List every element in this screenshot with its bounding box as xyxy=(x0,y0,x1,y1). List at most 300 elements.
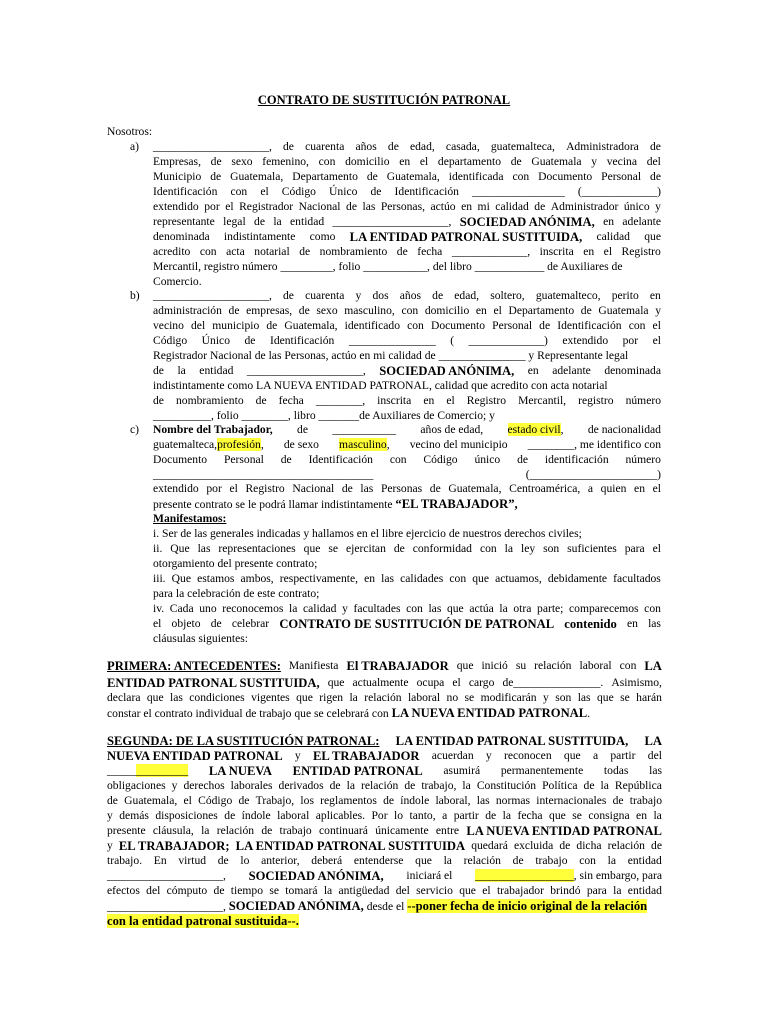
text-word: Administradora xyxy=(566,140,639,153)
text-word: comparecemos xyxy=(569,602,639,615)
text-word: y xyxy=(655,200,661,213)
text-word: el xyxy=(652,334,661,347)
text-word: relación xyxy=(216,824,255,837)
text-word: ejercitan xyxy=(345,542,386,555)
text-word: años de edad, xyxy=(420,423,484,436)
party-b-line-1 xyxy=(153,289,661,304)
text-word: la xyxy=(499,602,508,615)
text-word: de xyxy=(649,140,661,153)
text-word: , xyxy=(260,438,264,451)
text-word: soltero, xyxy=(490,289,525,302)
text-word: , me identifico con xyxy=(574,438,661,451)
text-word: de xyxy=(583,779,595,792)
text-word: las xyxy=(360,482,374,495)
segunda-heading: SEGUNDA: DE LA SUSTITUCIÓN PATRONAL: xyxy=(107,734,380,748)
text-word: ocupa xyxy=(416,676,445,689)
text-word: tomará xyxy=(285,884,318,897)
text-word: de_______________. xyxy=(502,676,604,689)
text-word: Documento xyxy=(538,170,593,183)
party-a-line-7 xyxy=(153,230,661,245)
start-date-highlight-2: _________________ xyxy=(475,869,574,882)
text-word: masculino, xyxy=(344,304,395,317)
text-run: presente contrato se le podrá llamar indistintamente xyxy=(153,498,396,511)
text-word: con xyxy=(628,319,646,332)
text-word: fecha xyxy=(517,809,543,822)
segunda-line-8 xyxy=(107,839,662,854)
text-word: vecina xyxy=(606,155,637,168)
text-word: que xyxy=(456,659,474,672)
text-word: la xyxy=(653,809,662,822)
text-word: índole xyxy=(400,794,430,807)
text-word: actúo xyxy=(430,200,456,213)
text-word: indistintamente como LA NUEVA ENTIDAD PATRONAL, calidad que acredito con acta notarial xyxy=(153,379,608,392)
text-word: se xyxy=(328,542,339,555)
text-word: Nacional xyxy=(292,482,335,495)
text-word: uno xyxy=(199,602,217,615)
text-word: actúa xyxy=(469,602,494,615)
sociedad-anonima: SOCIEDAD ANÓNIMA, xyxy=(228,899,364,913)
text-word: Identificación xyxy=(269,334,335,347)
text-word: que xyxy=(644,230,661,243)
text-word: sexo xyxy=(231,155,253,168)
text-word: en xyxy=(364,572,376,585)
party-c-line-2 xyxy=(153,438,661,453)
manifest-item-line-4 xyxy=(153,572,661,587)
text-word: de xyxy=(255,394,267,407)
text-word: en xyxy=(603,215,615,228)
text-word: que xyxy=(472,572,489,585)
text-word: Trabajo, xyxy=(255,794,295,807)
text-word: respectivamente, xyxy=(279,572,359,585)
text-word: las xyxy=(428,602,442,615)
text-word: guatemalteca, xyxy=(153,438,218,451)
text-word: LA NUEVA xyxy=(208,764,272,778)
text-word: de xyxy=(107,794,118,807)
text-word: EL TRABAJADOR; xyxy=(118,839,230,853)
text-word: del xyxy=(146,884,161,897)
segunda-line-3 xyxy=(107,764,662,779)
text-word: se xyxy=(269,884,279,897)
text-word: domicilio xyxy=(345,155,390,168)
text-word: los xyxy=(300,794,314,807)
segunda-line-9 xyxy=(107,854,662,869)
party-b-line-4 xyxy=(153,334,661,349)
text-word: la xyxy=(289,602,298,615)
text-word: de xyxy=(370,185,382,198)
text-word: de xyxy=(534,200,546,213)
text-word: trabajo, xyxy=(421,779,457,792)
party-a-label: a) xyxy=(130,140,140,153)
text-word: a xyxy=(592,749,599,762)
text-word: en xyxy=(423,394,435,407)
text-word: ENTIDAD PATRONAL SUSTITUIDA, xyxy=(107,676,320,690)
text-word: registro xyxy=(578,394,614,407)
text-word: domicilio xyxy=(424,304,470,317)
party-a-line-1 xyxy=(153,140,661,155)
text-word: el xyxy=(652,319,661,332)
text-word: el xyxy=(452,676,461,689)
text-word: calidad xyxy=(302,602,337,615)
text-word: denominada xyxy=(604,364,661,377)
text-word: inscrita xyxy=(377,394,412,407)
text-word: del xyxy=(395,884,410,897)
text-word: inició xyxy=(481,659,508,672)
text-word: relación xyxy=(364,691,402,704)
text-word: de xyxy=(244,334,256,347)
text-word: virtud xyxy=(178,854,207,867)
primera-heading: PRIMERA: ANTECEDENTES: xyxy=(107,659,281,673)
text-word: rigen xyxy=(319,691,344,704)
text-run: . xyxy=(587,707,591,720)
text-word: perito xyxy=(611,289,639,302)
primera-line-2 xyxy=(107,676,662,691)
intro-nosotros: Nosotros: xyxy=(107,125,153,138)
segunda-line-1 xyxy=(107,734,662,749)
text-word: Personal xyxy=(492,319,533,332)
text-word: como xyxy=(309,230,336,243)
text-word: Guatemala, xyxy=(284,319,338,332)
text-word: el xyxy=(183,794,192,807)
text-word: de xyxy=(383,794,395,807)
segunda-line-10 xyxy=(107,869,662,884)
text-word: dicha xyxy=(576,839,602,852)
text-word: denominada xyxy=(153,230,210,243)
text-word: el xyxy=(260,185,269,198)
text-word: Documento xyxy=(153,453,208,466)
segunda-line-6 xyxy=(107,809,662,824)
text-word: y xyxy=(171,779,178,792)
text-word: y xyxy=(355,289,362,302)
text-word: en xyxy=(475,304,487,317)
text-word: de xyxy=(238,794,250,807)
text-word: ____________________, xyxy=(332,215,452,228)
text-word: con xyxy=(512,170,530,183)
text-word: (_____________) xyxy=(577,185,661,198)
segunda-line-4 xyxy=(107,779,662,794)
text-word: cuarenta xyxy=(305,140,345,153)
text-word: de xyxy=(650,170,661,183)
text-word: de xyxy=(283,289,294,302)
text-word: que xyxy=(296,691,313,704)
text-word: la xyxy=(607,854,617,867)
sex-highlight: masculino xyxy=(339,438,387,451)
text-word: de xyxy=(329,779,341,792)
text-word: laborales xyxy=(230,779,273,792)
text-word: Guatemala, xyxy=(386,170,440,183)
text-word: excluida xyxy=(513,839,554,852)
text-word: la xyxy=(613,884,622,897)
text-word: debidamente xyxy=(547,572,608,585)
text-word: son xyxy=(543,542,560,555)
party-c-line-6 xyxy=(153,497,518,512)
text-word: deberá xyxy=(311,854,343,867)
text-word: relación xyxy=(534,659,572,672)
text-word: de xyxy=(261,824,273,837)
text-word: y xyxy=(107,839,113,852)
text-word: Municipio xyxy=(153,170,202,183)
text-word: Identificación xyxy=(153,185,218,198)
text-word: extendido xyxy=(562,334,609,347)
text-word: celebrar xyxy=(231,617,270,630)
text-word: con xyxy=(401,304,419,317)
text-word: calidad xyxy=(596,230,630,243)
party-b-line-8 xyxy=(153,394,661,409)
municipality-blank: ________ xyxy=(527,438,575,451)
text-word: municipio xyxy=(212,319,260,332)
text-word: de xyxy=(153,394,164,407)
text-word: Registrador Nacional de las Personas, actúo en mi calidad de _______________ y Representante legal xyxy=(153,349,629,362)
text-word: Personas xyxy=(380,482,423,495)
text-word: único xyxy=(474,453,501,466)
text-word: se xyxy=(620,691,630,704)
party-c-line-5 xyxy=(153,482,661,497)
text-word: de xyxy=(612,794,624,807)
text-word: facultades xyxy=(353,602,401,615)
text-word: normas xyxy=(495,794,530,807)
text-word: vigentes xyxy=(251,691,290,704)
text-word: República xyxy=(614,779,662,792)
text-word: y xyxy=(591,155,598,168)
manifest-item-line-6 xyxy=(153,602,661,617)
text-word: Registrador xyxy=(239,200,294,213)
text-word: que xyxy=(459,884,476,897)
text-word: en xyxy=(636,809,647,822)
text-word: trabajador xyxy=(496,884,544,897)
text-word: vecino xyxy=(153,319,184,332)
text-word: no xyxy=(446,691,459,704)
text-word: guatemalteco, xyxy=(535,289,601,302)
text-word: ________________ xyxy=(472,185,565,198)
text-word: Administrador xyxy=(550,200,619,213)
text-word: CONTRATO DE SUSTITUCIÓN DE PATRONAL xyxy=(279,617,555,631)
text-word: el xyxy=(229,482,238,495)
text-word: ____________________, xyxy=(246,364,366,377)
text-word: entidad xyxy=(627,884,662,897)
manifest-item-line-7 xyxy=(153,617,661,632)
text-word: Nacional xyxy=(298,200,341,213)
text-word: extendido xyxy=(153,200,199,213)
text-word: permanentemente xyxy=(500,764,584,777)
text-word: del xyxy=(191,319,206,332)
text-word: otra xyxy=(513,602,532,615)
text-word: declara xyxy=(107,691,141,704)
text-word: de xyxy=(210,170,222,183)
manifest-item-line-1: i. Ser de las generales indicadas y hallamos en el libre ejercicio de nuestros derechos civiles; xyxy=(153,527,582,540)
text-word: , xyxy=(386,438,390,451)
text-word: reconocemos xyxy=(222,602,284,615)
text-word: anterior, xyxy=(261,854,300,867)
text-word: edad, xyxy=(454,289,480,302)
text-word: la xyxy=(201,824,210,837)
text-word: laboral xyxy=(407,691,441,704)
text-word: condiciones xyxy=(189,691,245,704)
text-word: Identificación xyxy=(308,453,373,466)
text-word: fecha xyxy=(417,245,443,258)
party-a-line-10 xyxy=(153,275,661,290)
manifest-item-line-8: cláusulas siguientes: xyxy=(153,632,248,645)
text-word: en xyxy=(527,364,539,377)
text-word: Código xyxy=(198,794,233,807)
text-word: el xyxy=(446,394,455,407)
text-word: cómputo xyxy=(166,884,208,897)
party-a-line-8 xyxy=(153,245,661,260)
text-word: cláusula, xyxy=(152,824,194,837)
text-word: facultados xyxy=(613,572,661,585)
text-word: con xyxy=(407,319,424,332)
text-word: reglamentos xyxy=(320,794,377,807)
text-word: Código xyxy=(281,185,316,198)
text-word: En xyxy=(153,854,167,867)
text-word: de xyxy=(346,200,357,213)
text-word: el xyxy=(652,542,661,555)
text-word: relación xyxy=(463,854,501,867)
text-word: que xyxy=(327,676,345,689)
text-word: Documento xyxy=(430,319,486,332)
text-word: estamos xyxy=(197,572,235,585)
text-word: las xyxy=(648,617,661,630)
text-word: del xyxy=(647,749,662,762)
text-word: todas xyxy=(603,764,629,777)
text-word: obligaciones xyxy=(107,779,166,792)
text-word: servicio xyxy=(416,884,453,897)
text-word: aplicables. xyxy=(315,809,366,822)
page-title: CONTRATO DE SUSTITUCIÓN PATRONAL xyxy=(257,93,511,107)
text-word: LA xyxy=(644,734,662,748)
text-word: son xyxy=(555,691,572,704)
text-word: mi xyxy=(477,200,490,213)
party-a-line-5 xyxy=(153,200,661,215)
text-word: de xyxy=(559,839,571,852)
text-word: Guatemala xyxy=(531,155,582,168)
text-word: de xyxy=(266,319,278,332)
text-word: del xyxy=(646,155,661,168)
worker-alias: “EL TRABAJADOR”, xyxy=(395,497,518,511)
text-word: la xyxy=(600,779,609,792)
text-word: cargo xyxy=(468,676,495,689)
text-word: ________, xyxy=(315,394,366,407)
text-word: de xyxy=(299,245,311,258)
text-word: calidades xyxy=(400,572,444,585)
text-word: años xyxy=(355,140,377,153)
text-word: a xyxy=(442,809,448,822)
text-word: y xyxy=(655,304,661,317)
text-word: Centroamérica, xyxy=(509,482,581,495)
text-word: efectos xyxy=(107,884,140,897)
sociedad-anonima: SOCIEDAD ANÓNIMA, xyxy=(248,869,384,883)
text-run: iniciará el xyxy=(406,869,453,882)
manifest-item-line-3: otorgamiento del presente contrato; xyxy=(153,557,318,570)
party-b-line-6 xyxy=(153,364,661,379)
text-word: Asimismo, xyxy=(611,676,662,689)
text-word: de xyxy=(512,854,524,867)
text-word: por xyxy=(622,334,639,347)
text-word: únicamente xyxy=(375,824,429,837)
text-word: índole xyxy=(241,809,271,822)
text-word: acredito xyxy=(153,245,191,258)
text-word: quedará xyxy=(471,839,508,852)
text-word: trabajo xyxy=(629,794,662,807)
text-word: continuará xyxy=(319,824,368,837)
text-word: , xyxy=(560,423,564,436)
text-word: con xyxy=(389,453,407,466)
text-word: adelante xyxy=(622,215,661,228)
party-b-line-2 xyxy=(153,304,661,319)
text-word: tiempo xyxy=(230,884,263,897)
text-word: Guatemala, xyxy=(124,794,178,807)
text-word: ambos, xyxy=(240,572,274,585)
text-word: ( xyxy=(450,334,455,347)
text-word: de xyxy=(210,617,222,630)
text-word: EL TRABAJADOR xyxy=(313,749,420,763)
text-word: Código xyxy=(153,334,188,347)
text-word: asumirá xyxy=(443,764,481,777)
text-word: representante xyxy=(153,215,215,228)
text-word: en xyxy=(626,617,638,630)
text-word: iii. xyxy=(153,572,166,585)
text-word: que xyxy=(415,854,432,867)
entity-blank: ____________________, xyxy=(107,900,226,913)
text-word: Personas, xyxy=(380,200,425,213)
text-word: identificado xyxy=(344,319,401,332)
text-word: Departamento xyxy=(292,170,358,183)
text-word: LA ENTIDAD PATRONAL SUSTITUIDA, xyxy=(395,734,629,748)
text-word: nombramiento xyxy=(176,394,244,407)
text-word: Cada xyxy=(169,602,194,615)
text-word: reconocen xyxy=(503,749,552,762)
party-b-line-9 xyxy=(153,409,661,424)
text-word: vecino del municipio xyxy=(409,438,508,451)
text-word: _______________ xyxy=(348,334,436,347)
text-word: Manifiesta xyxy=(288,659,339,672)
text-word: de xyxy=(404,779,416,792)
text-word: (______________________) xyxy=(525,468,661,481)
text-word: quien xyxy=(600,482,627,495)
text-word: la xyxy=(443,854,452,867)
text-word: el xyxy=(225,200,234,213)
text-word: el xyxy=(603,245,613,258)
text-word: demás xyxy=(119,809,149,822)
text-word: de xyxy=(280,453,292,466)
text-word: que xyxy=(446,602,464,615)
text-word: número xyxy=(625,394,661,407)
text-word: se xyxy=(464,691,475,704)
nueva-entidad-ref: LA NUEVA ENTIDAD PATRONAL xyxy=(391,706,588,720)
text-word: en xyxy=(399,155,411,168)
party-a-line-2 xyxy=(153,155,661,170)
text-word: guatemalteca, xyxy=(490,140,555,153)
text-word: con xyxy=(644,602,661,615)
text-word: empresas, xyxy=(246,304,293,317)
text-word: a xyxy=(587,482,594,495)
text-word: para xyxy=(586,884,607,897)
party-b-line-5 xyxy=(153,349,661,364)
text-word: Identificación xyxy=(394,185,459,198)
text-word: consigna xyxy=(588,809,630,822)
text-word: la xyxy=(462,779,471,792)
text-word: modificarán xyxy=(480,691,537,704)
text-word: Comercio. xyxy=(153,275,202,288)
text-word: la xyxy=(349,691,358,704)
original-date-note-end: con la entidad patronal sustituida--. xyxy=(107,914,299,928)
text-word: Guatemala, xyxy=(448,482,502,495)
text-word: las xyxy=(362,200,376,213)
text-word: de xyxy=(539,319,551,332)
text-word: SOCIEDAD ANÓNIMA, xyxy=(379,364,515,378)
text-word: laboral xyxy=(277,809,310,822)
primera-line-1 xyxy=(107,659,662,674)
text-word: casada, xyxy=(445,140,480,153)
text-word: LA ENTIDAD PATRONAL SUSTITUIDA, xyxy=(349,230,583,244)
